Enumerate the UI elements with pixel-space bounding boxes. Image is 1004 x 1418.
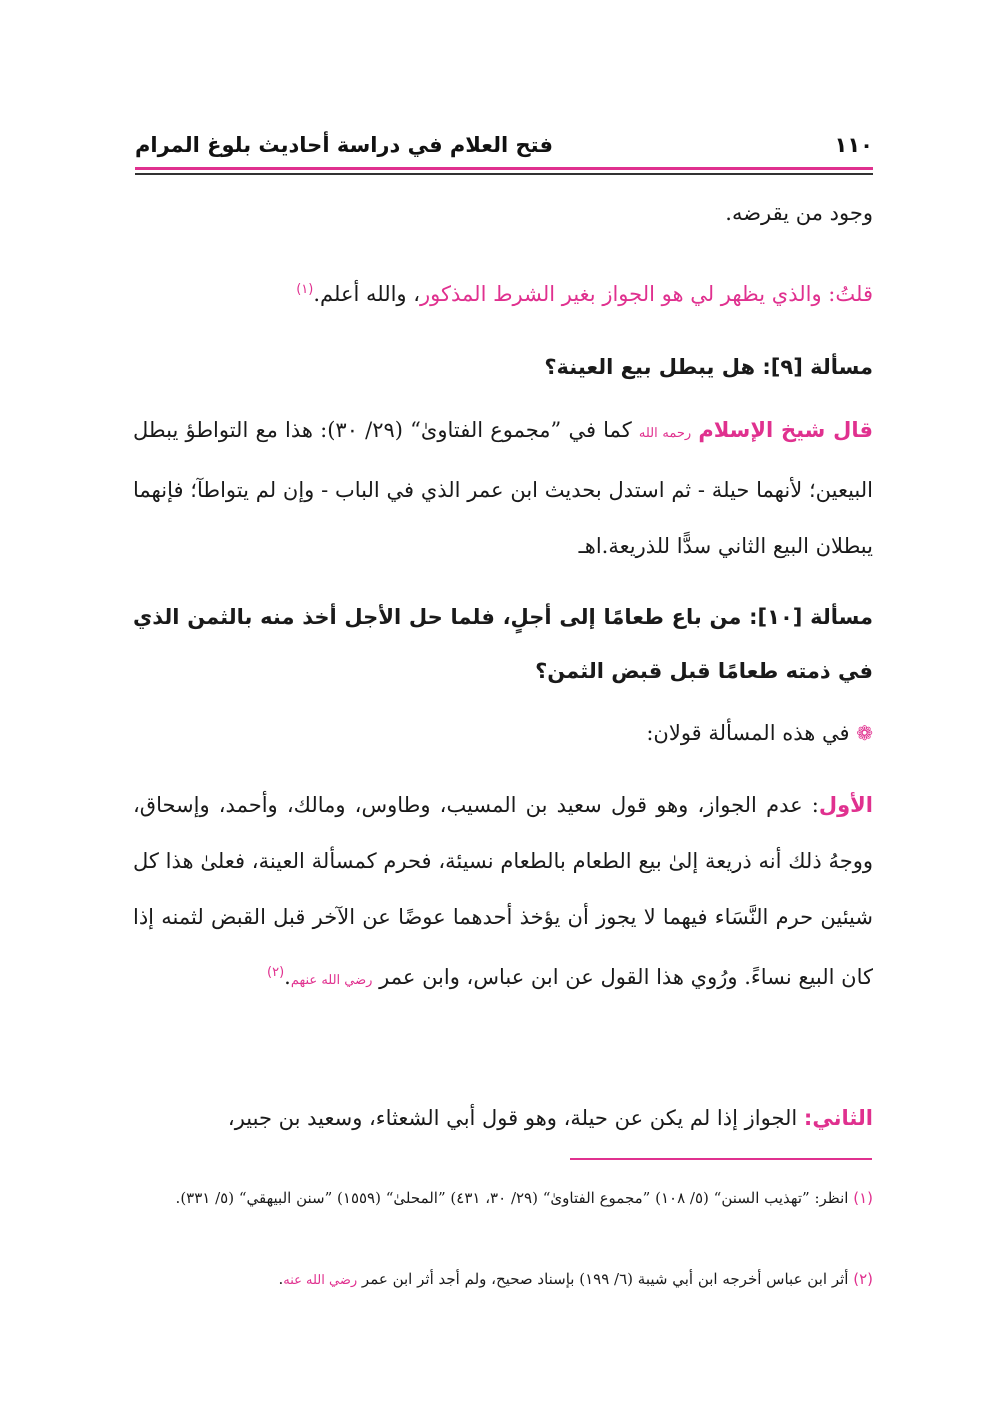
- page-number: ١١٠: [834, 133, 873, 157]
- footnote-2: (٢) أثر ابن عباس أخرجه ابن أبي شيبة (٦/ ١٩٩) بإسناد صحيح، ولم أجد أثر ابن عمر رضي الله عنه.: [278, 1270, 873, 1288]
- question-9-heading: مسألة [٩]: هل يبطل بيع العينة؟: [544, 355, 873, 379]
- question-10-heading: مسألة [١٠]: من باع طعامًا إلى أجلٍ، فلما حل الأجل أخذ منه بالثمن الذي في ذمته طعامًا قبل قبض الثمن؟: [133, 605, 873, 683]
- honorific: رحمه الله: [638, 426, 692, 441]
- opinion-highlight: الجواز بغير الشرط المذكور: [420, 282, 655, 306]
- second-opinion-lead: الثاني:: [803, 1106, 873, 1130]
- footnote-separator: [570, 1158, 872, 1160]
- footnote-number: (١): [853, 1189, 873, 1207]
- footnote-ref-2: (٢): [267, 965, 285, 980]
- paragraph-first-opinion: الأول: عدم الجواز، وهو قول سعيد بن المسيب، وطاوس، ومالك، وأحمد، وإسحاق، ووجهُ ذلك أنه ذريعة إلىٰ بيع الطعام بالطعام نسيئة، فحرم كمسألة العينة، فعلىٰ هذا كل شيئين حرم النَّسَاء فيهما لا يجوز أن يؤخذ أحدهما عوضًا عن الآخر قبل القبض لثمنه إذا كان البيع نساءً. ورُوي هذا القول عن ابن عباس، وابن عمر رضي الله عنهم.$^{(٢)}$: [133, 793, 873, 989]
- honorific: رضي الله عنه: [283, 1273, 358, 1288]
- first-opinion-lead: الأول: [818, 793, 873, 817]
- header-rule-black: [135, 173, 873, 175]
- header-rule-pink: [135, 167, 873, 170]
- footnote-text: انظر: ”تهذيب السنن“ (٥/ ١٠٨) ”مجموع الفتاوىٰ“ (٢٩/ ٣٠، ٤٣١) ”المحلىٰ“ (١٥٥٩) ”سنن البيهقي“ (٥/ ٣٣١).: [175, 1189, 849, 1207]
- footnote-1: [133, 1183, 873, 1213]
- paragraph-shaykh-islam: [133, 402, 873, 574]
- shaykh-islam-lead: قال شيخ الإسلام: [698, 418, 873, 442]
- opinion-tail: ، والله أعلم.: [313, 282, 421, 306]
- second-opinion-body: الجواز إذا لم يكن عن حيلة، وهو قول أبي الشعثاء، وسعيد بن جبير،: [227, 1106, 804, 1130]
- footnote-ref-1: (١): [296, 282, 314, 297]
- paragraph-opinion: [133, 262, 873, 322]
- honorific: رضي الله عنهم: [290, 973, 373, 988]
- paragraph-two-opinions: ❁ في هذه المسألة قولان:: [646, 721, 873, 745]
- flower-icon: ❁: [856, 721, 873, 745]
- paragraph-continuation: وجود من يقرضه.: [725, 201, 873, 225]
- footnote-text: أثر ابن عباس أخرجه ابن أبي شيبة (٦/ ١٩٩) بإسناد صحيح، ولم أجد أثر ابن عمر: [361, 1270, 849, 1288]
- first-opinion-body: : عدم الجواز، وهو قول سعيد بن المسيب، وطاوس، ومالك، وأحمد، وإسحاق، ووجهُ ذلك أنه ذريعة إلىٰ بيع الطعام بالطعام نسيئة، فحرم كمسألة العينة، فعلىٰ هذا كل شيئين حرم النَّسَاء فيهما لا يجوز أن يؤخذ أحدهما عوضًا عن الآخر قبل القبض لثمنه إذا كان البيع نساءً. ورُوي هذا القول عن ابن عباس، وابن عمر: [133, 793, 873, 989]
- footnote-number: (٢): [853, 1270, 873, 1288]
- shaykh-islam-body: كما في ”مجموع الفتاوىٰ“ (٢٩/ ٣٠): هذا مع التواطؤ يبطل البيعين؛ لأنهما حيلة - ثم استدل بحديث ابن عمر الذي في الباب - وإن لم يتواطآ؛ فإنهما يبطلان البيع الثاني سدًّا للذريعة.اهـ: [133, 418, 873, 558]
- opinion-lead: قلتُ: والذي يظهر لي هو: [654, 282, 873, 306]
- running-header: [135, 128, 873, 162]
- paragraph-second-opinion: [133, 1090, 873, 1146]
- book-title: فتح العلام في دراسة أحاديث بلوغ المرام: [135, 133, 553, 157]
